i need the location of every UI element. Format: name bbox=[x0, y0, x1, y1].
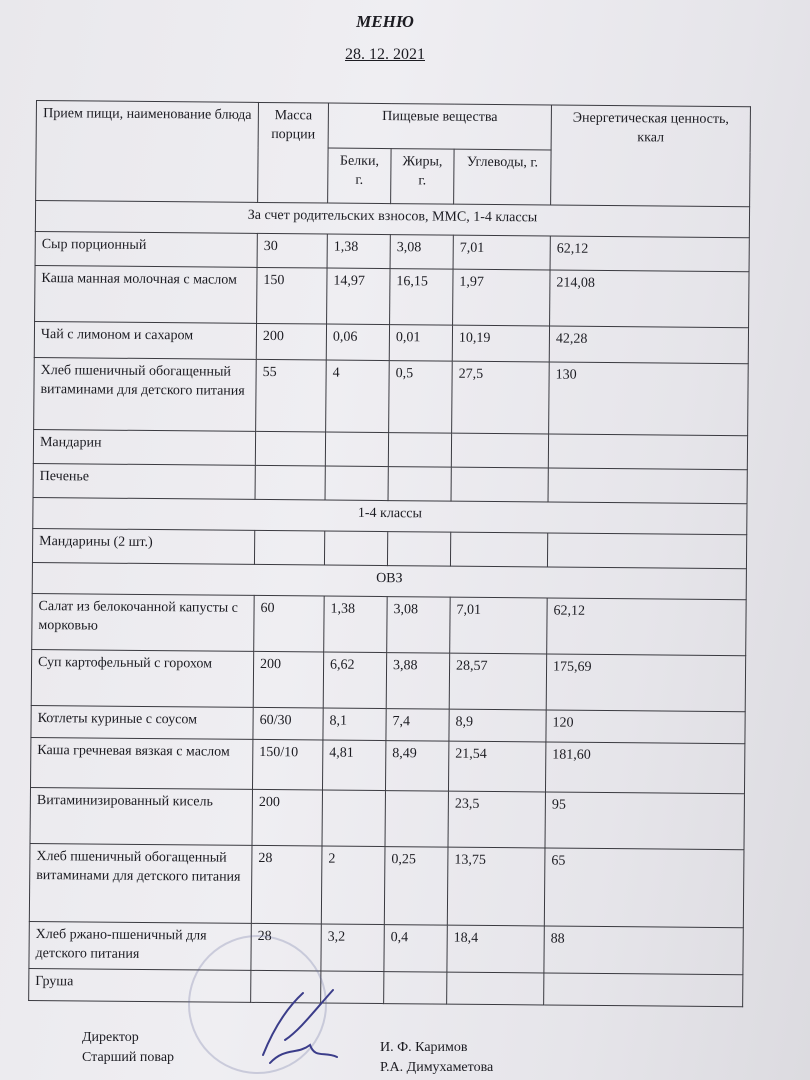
cell-fat: 0,4 bbox=[384, 925, 447, 972]
cell-name: Витаминизированный кисель bbox=[30, 787, 252, 845]
table-row bbox=[34, 321, 748, 363]
header-mass: Масса порции bbox=[258, 102, 329, 203]
cell-fat bbox=[385, 791, 448, 848]
section-title: ОВЗ bbox=[32, 562, 746, 599]
cell-carbs: 10,19 bbox=[452, 325, 549, 362]
cell-energy bbox=[547, 533, 746, 569]
cell-energy bbox=[548, 468, 747, 504]
table-row bbox=[29, 843, 744, 927]
cell-carbs: 7,01 bbox=[450, 597, 547, 654]
header-fat: Жиры, г. bbox=[391, 149, 454, 205]
section-title: 1-4 классы bbox=[33, 497, 747, 534]
cell-energy: 214,08 bbox=[550, 270, 749, 328]
cell-mass: 55 bbox=[256, 359, 327, 432]
cell-carbs bbox=[447, 972, 544, 1005]
table-row bbox=[34, 357, 749, 435]
cell-fat: 16,15 bbox=[390, 269, 453, 326]
table-row bbox=[32, 593, 746, 655]
cell-energy: 62,12 bbox=[550, 236, 749, 272]
cell-fat: 0,01 bbox=[389, 325, 452, 362]
cell-mass: 200 bbox=[252, 789, 322, 846]
cell-mass: 150 bbox=[257, 267, 327, 324]
cell-protein: 2 bbox=[321, 846, 385, 925]
cell-mass: 30 bbox=[257, 233, 327, 268]
cell-protein: 6,62 bbox=[323, 652, 386, 709]
cell-carbs: 18,4 bbox=[447, 925, 544, 973]
table-row bbox=[35, 265, 749, 327]
header-carbs: Углеводы, г. bbox=[454, 149, 551, 205]
cell-protein: 8,1 bbox=[323, 708, 386, 741]
menu-table-header bbox=[36, 101, 751, 207]
menu-table bbox=[28, 100, 751, 1007]
cell-mass bbox=[254, 530, 324, 565]
cell-carbs: 1,97 bbox=[453, 269, 550, 326]
cell-carbs: 28,57 bbox=[449, 653, 546, 710]
cell-name: Печенье bbox=[33, 463, 255, 499]
cell-mass: 150/10 bbox=[252, 739, 322, 790]
table-row bbox=[29, 968, 743, 1006]
cell-fat bbox=[387, 532, 450, 567]
cell-name: Мандарин bbox=[33, 429, 255, 465]
table-row bbox=[31, 649, 745, 711]
cell-fat: 3,08 bbox=[390, 235, 453, 270]
cell-mass: 60 bbox=[254, 595, 324, 652]
cell-carbs bbox=[451, 433, 548, 468]
document-date: 28. 12. 2021 bbox=[345, 46, 425, 63]
cell-energy: 95 bbox=[545, 792, 744, 850]
cell-protein: 4 bbox=[326, 360, 390, 433]
cell-mass: 60/30 bbox=[253, 707, 323, 740]
cell-name: Каша манная молочная с маслом bbox=[35, 265, 257, 323]
cell-protein: 4,81 bbox=[322, 740, 385, 791]
cell-carbs: 8,9 bbox=[449, 709, 546, 742]
cook-label: Старший повар bbox=[82, 1050, 175, 1065]
cell-fat: 3,88 bbox=[386, 653, 449, 710]
cell-protein bbox=[322, 790, 385, 847]
cell-carbs: 23,5 bbox=[448, 791, 545, 848]
cell-protein: 14,97 bbox=[327, 268, 390, 325]
cell-name: Сыр порционный bbox=[35, 231, 257, 267]
cell-energy bbox=[544, 973, 743, 1007]
cell-mass bbox=[255, 465, 325, 500]
cell-protein: 0,06 bbox=[326, 324, 389, 361]
cell-energy: 65 bbox=[544, 848, 744, 928]
table-row bbox=[30, 787, 744, 849]
cell-mass: 28 bbox=[251, 845, 322, 924]
cell-energy: 130 bbox=[549, 362, 749, 436]
cell-carbs bbox=[450, 532, 547, 567]
cell-mass: 200 bbox=[256, 323, 326, 360]
header-protein: Белки, г. bbox=[328, 148, 391, 204]
cell-energy: 175,69 bbox=[546, 654, 745, 712]
director-name: И. Ф. Каримов bbox=[380, 1040, 468, 1055]
cell-carbs: 7,01 bbox=[453, 235, 550, 270]
cell-name: Котлеты куриные с соусом bbox=[31, 705, 253, 739]
cell-protein: 3,2 bbox=[321, 924, 384, 971]
cell-protein: 1,38 bbox=[324, 596, 387, 653]
cell-name: Мандарины (2 шт.) bbox=[32, 528, 254, 564]
cell-mass bbox=[255, 431, 325, 466]
cell-mass: 28 bbox=[251, 923, 321, 970]
cell-energy: 120 bbox=[546, 710, 745, 744]
cell-protein bbox=[325, 432, 388, 467]
cell-name: Хлеб ржано-пшеничный для детского питания bbox=[29, 921, 251, 970]
cell-name: Хлеб пшеничный обогащенный витаминами для детского питания bbox=[34, 357, 257, 431]
table-row bbox=[31, 737, 745, 793]
cell-fat bbox=[388, 467, 451, 502]
table-row bbox=[29, 921, 743, 974]
cell-fat: 3,08 bbox=[387, 597, 450, 654]
cell-name: Суп картофельный с горохом bbox=[31, 649, 253, 707]
cell-mass: 200 bbox=[253, 651, 323, 708]
menu-table-body bbox=[29, 201, 750, 1007]
director-label: Директор bbox=[82, 1030, 139, 1045]
cell-name: Хлеб пшеничный обогащенный витаминами для детского питания bbox=[29, 843, 252, 923]
cell-carbs: 27,5 bbox=[452, 361, 550, 434]
cell-fat: 8,49 bbox=[385, 741, 448, 792]
cell-carbs: 13,75 bbox=[447, 847, 545, 926]
document-title: МЕНЮ bbox=[356, 12, 414, 31]
cell-name: Чай с лимоном и сахаром bbox=[34, 321, 256, 359]
cell-protein: 1,38 bbox=[327, 234, 390, 269]
cell-fat bbox=[388, 433, 451, 468]
cell-fat: 0,25 bbox=[384, 847, 448, 926]
cell-energy: 88 bbox=[544, 926, 743, 975]
cell-energy: 62,12 bbox=[547, 598, 746, 656]
header-energy: Энергетическая ценность, ккал bbox=[551, 105, 751, 207]
cell-energy: 42,28 bbox=[549, 326, 748, 364]
header-meal: Прием пищи, наименование блюда bbox=[36, 101, 259, 203]
cell-protein bbox=[324, 531, 387, 566]
section-title: За счет родительских взносов, ММС, 1-4 классы bbox=[35, 201, 749, 238]
cell-fat: 7,4 bbox=[386, 709, 449, 742]
cell-fat bbox=[384, 971, 447, 1004]
cell-carbs: 21,54 bbox=[448, 741, 545, 792]
cell-protein bbox=[325, 466, 388, 501]
cell-name: Салат из белокочанной капусты с морковью bbox=[32, 593, 254, 651]
cell-name: Груша bbox=[29, 968, 251, 1002]
cell-fat: 0,5 bbox=[389, 361, 453, 434]
cell-energy bbox=[548, 434, 747, 470]
cook-name: Р.А. Димухаметова bbox=[380, 1060, 494, 1075]
header-nutrients: Пищевые вещества bbox=[328, 103, 551, 150]
cell-name: Каша гречневая вязкая с маслом bbox=[31, 737, 253, 789]
cell-energy: 181,60 bbox=[545, 742, 744, 794]
signature bbox=[255, 985, 345, 1070]
cell-carbs bbox=[451, 467, 548, 502]
